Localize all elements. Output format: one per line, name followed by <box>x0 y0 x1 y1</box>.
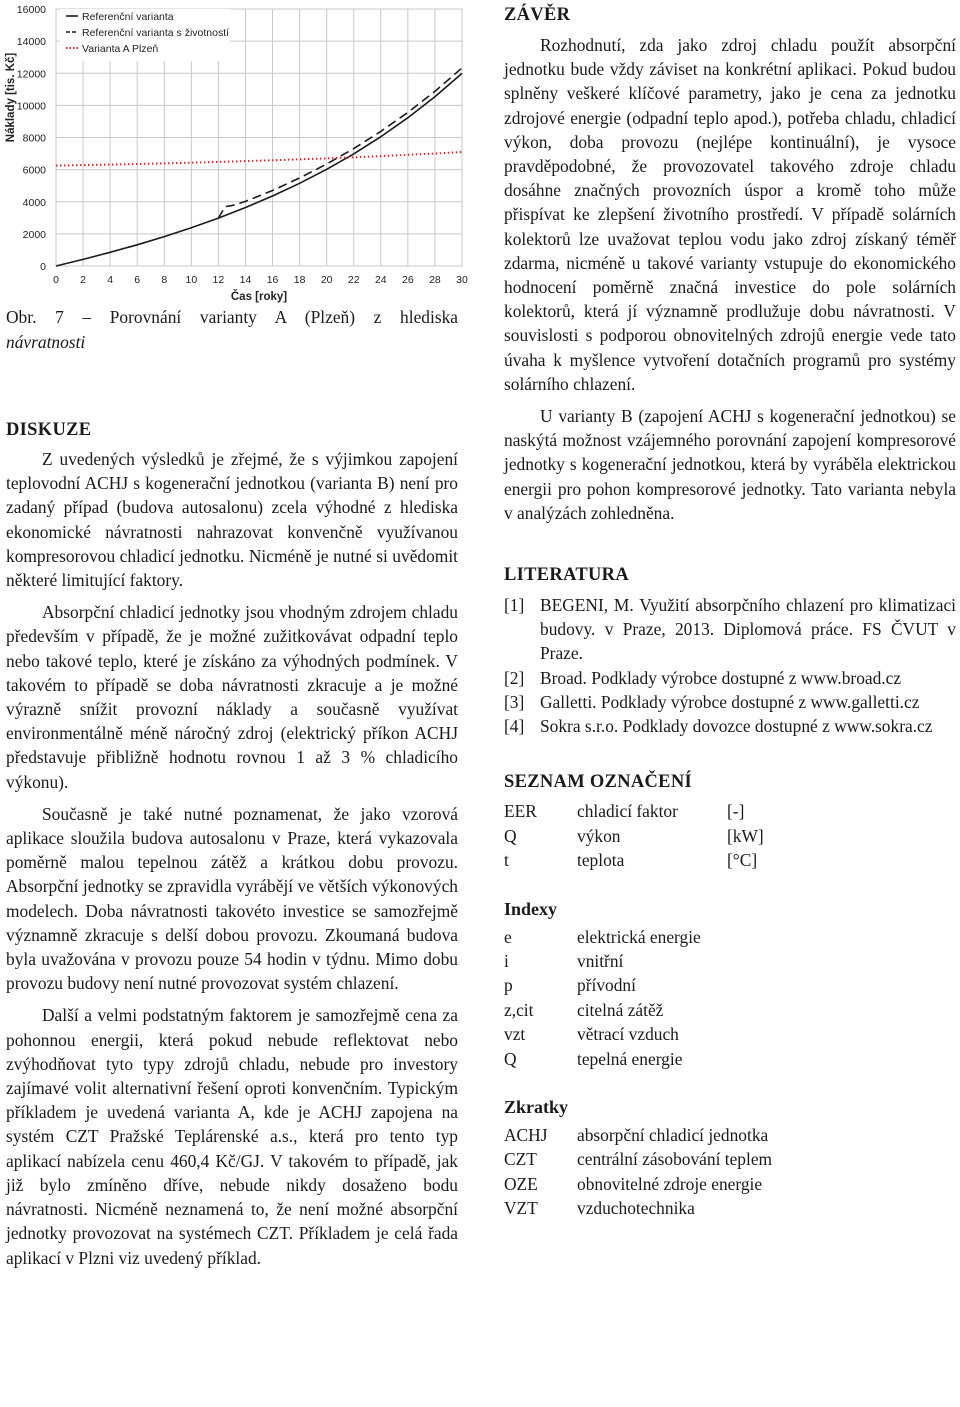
x-tick-label: 28 <box>429 274 441 286</box>
index-row <box>504 1022 701 1046</box>
diskuze-paragraph-4: Další a velmi podstatným faktorem je samozřejmě cena za pohonnou energii, která pokud nebude reflektovat nebo zvýhodňovat tyto typy zdrojů chladu, nebude pro investory zajímavé volit alternativní řešení oproti konvenčním. Typickým příkladem je uvedená varianta A, kde je ACHJ zapojena na systém CZT Pražské Teplárenské a.s., která pro tento typ aplikací nabízela cenu 460,4 Kč/GJ. V takovém to případě, jak již bylo zmíněno dříve, nebude nikdy dosaženo bodu návratnosti. Nicméně neznamená to, že není možné absorpční jednotky provozovat na systémech CZT. Příkladem je celá řada aplikací v Plzni viz uvedený příklad. <box>6 1005 458 1268</box>
x-tick-label: 18 <box>293 274 306 286</box>
index-description: větrací vzduch <box>577 1024 679 1045</box>
symbol-description: výkon <box>577 825 621 846</box>
symbol: EER <box>504 801 537 822</box>
reference-text: Galletti. Podklady výrobce dostupné z www.galletti.cz <box>540 691 920 712</box>
symbol-description: teplota <box>577 850 625 871</box>
x-tick-label: 20 <box>320 274 333 286</box>
x-tick-label: 24 <box>374 274 387 286</box>
y-tick-label: 0 <box>40 261 46 273</box>
reference-number: [2] <box>504 667 525 688</box>
x-tick-label: 12 <box>212 274 225 286</box>
reference-list <box>504 593 956 738</box>
symbol-table <box>504 799 764 872</box>
abbreviation-row <box>504 1196 772 1220</box>
x-tick-label: 30 <box>456 274 468 286</box>
y-tick-label: 12000 <box>16 68 46 81</box>
symbol-row <box>504 848 764 872</box>
symbol-row <box>504 824 764 848</box>
symbol-unit: [-] <box>727 801 745 822</box>
x-tick-label: 0 <box>53 274 59 286</box>
x-tick-label: 8 <box>161 274 168 286</box>
diskuze-paragraph-2: Absorpční chladicí jednotky jsou vhodným zdrojem chladu především v případě, že je možné zužitkovávat odpadní teplo nebo takové teplo, které je získáno za výhodných podmínek. V takovém to případě se doba návratnosti zkracuje a je možné výrazně snížit provozní náklady a současně využívat environmentálně méně náročný zdroj (elektrický příkon ACHJ představuje přibližně hodnotu rovnou 1 až 3 % chladicího výkonu). <box>6 602 458 792</box>
symbol-unit: [kW] <box>727 825 764 846</box>
symbol-description: chladicí faktor <box>577 801 678 822</box>
reference-number: [3] <box>504 691 525 712</box>
reference-item <box>504 714 956 738</box>
y-tick-label: 8000 <box>22 132 46 145</box>
abbreviation-table <box>504 1123 772 1221</box>
y-tick-label: 6000 <box>22 164 46 177</box>
abbreviation: ACHJ <box>504 1124 548 1145</box>
index-row <box>504 973 701 997</box>
abbreviation-description: absorpční chladicí jednotka <box>577 1124 769 1145</box>
reference-text: Sokra s.r.o. Podklady dovozce dostupné z www.sokra.cz <box>540 716 933 737</box>
legend-label: Varianta A Plzeň <box>82 43 159 55</box>
y-tick-label: 14000 <box>16 36 46 49</box>
symbol: t <box>504 850 509 871</box>
index-table <box>504 925 701 1071</box>
abbreviation: OZE <box>504 1173 538 1194</box>
y-tick-label: 2000 <box>22 228 46 241</box>
x-tick-label: 2 <box>80 274 86 286</box>
diskuze-paragraph-1: Z uvedených výsledků je zřejmé, že s výjimkou zapojení teplovodní ACHJ s kogenerační jednotkou (varianta B) není pro zadaný případ (budova autosalonu) zcela výhodné z hlediska ekonomické návratnosti nahrazovat konvenčně využívanou kompresorovou chladicí jednotku. Nicméně je nutné si uvědomit některé limitující faktory. <box>6 449 458 591</box>
index-row <box>504 998 701 1022</box>
abbreviation-description: vzduchotechnika <box>577 1198 695 1219</box>
right-column <box>504 0 956 1221</box>
x-tick-label: 6 <box>134 274 141 286</box>
x-axis-label: Čas [roky] <box>230 291 288 303</box>
index-row <box>504 1047 701 1071</box>
indexy-heading: Indexy <box>504 898 558 919</box>
reference-number: [4] <box>504 716 525 737</box>
y-tick-label: 10000 <box>16 100 46 113</box>
x-tick-label: 10 <box>185 274 198 286</box>
abbreviation: CZT <box>504 1149 537 1170</box>
x-tick-label: 26 <box>402 274 414 286</box>
index-row <box>504 925 701 949</box>
abbreviation-row <box>504 1147 772 1171</box>
index-symbol: e <box>504 926 512 947</box>
zkratky-heading: Zkratky <box>504 1096 569 1117</box>
zaver-paragraph-2: U varianty B (zapojení ACHJ s kogenerační jednotkou) se naskýtá možnost vzájemného porovnání zapojení kompresorové jednotky s kogenerační jednotkou, která by vyráběla elektrickou energii pro pohon kompresorové jednotky. Tato varianta nebyla v analýzách zohledněna. <box>504 406 956 523</box>
x-tick-label: 4 <box>107 274 114 286</box>
zaver-heading: ZÁVĚR <box>504 5 571 25</box>
legend-label: Referenční varianta <box>82 11 174 23</box>
abbreviation: VZT <box>504 1198 538 1219</box>
x-tick-label: 22 <box>347 274 360 286</box>
abbreviation-description: obnovitelné zdroje energie <box>577 1173 763 1194</box>
reference-item <box>504 690 956 714</box>
literatura-heading: LITERATURA <box>504 565 629 586</box>
y-axis-label: Náklady [tis. Kč] <box>5 52 17 143</box>
diskuze-heading: DISKUZE <box>6 420 92 440</box>
payback-chart <box>0 0 470 305</box>
index-description: citelná zátěž <box>577 999 664 1020</box>
reference-text: Broad. Podklady výrobce dostupné z www.broad.cz <box>540 667 902 688</box>
caption-line-2: návratnosti <box>6 331 86 352</box>
abbreviation-row <box>504 1172 772 1196</box>
symbol-row <box>504 799 764 823</box>
diskuze-paragraph-3: Současně je také nutné poznamenat, že jako vzorová aplikace sloužila budova autosalonu v Praze, která vykazovala poměrně malou tepelnou zátěž a krátkou dobu provozu. Absorpční jednotky se zpravidla vyrábějí ve větších výkonových modelech. Doba návratnosti takovéto investice se samozřejmě významně zkracuje s delší dobou provozu. Zkoumaná budova byla uvažována v provozu pouze 54 hodin v týdnu. Mimo dobu provozu budovy není nutné provozovat systém chlazení. <box>6 803 458 994</box>
abbreviation-description: centrální zásobování teplem <box>577 1149 773 1170</box>
symbol-unit: [°C] <box>727 850 758 871</box>
index-symbol: p <box>504 975 513 996</box>
x-tick-label: 16 <box>266 274 279 286</box>
index-symbol: vzt <box>504 1024 526 1045</box>
y-tick-label: 16000 <box>16 4 46 16</box>
seznam-heading: SEZNAM OZNAČENÍ <box>504 772 692 793</box>
reference-number: [1] <box>504 595 525 616</box>
index-symbol: Q <box>504 1048 517 1069</box>
index-description: vnitřní <box>577 950 624 971</box>
legend-label: Referenční varianta s životností <box>82 27 230 39</box>
index-description: tepelná energie <box>577 1048 683 1069</box>
index-description: přívodní <box>577 975 636 996</box>
index-row <box>504 949 701 973</box>
y-tick-label: 4000 <box>22 196 46 209</box>
reference-item <box>504 593 956 666</box>
reference-item <box>504 666 956 690</box>
reference-text: BEGENI, M. Využití absorpčního chlazení pro klimatizaci budovy. v Praze, 2013. Diplomová práce. FS ČVUT v Praze. <box>540 595 956 664</box>
left-column <box>5 0 468 1270</box>
figure-caption <box>6 305 458 354</box>
x-tick-label: 14 <box>239 274 252 286</box>
index-symbol: z,cit <box>504 999 534 1020</box>
caption-line-1: Obr. 7 – Porovnání varianty A (Plzeň) z hlediska <box>6 307 458 327</box>
index-symbol: i <box>504 950 509 971</box>
index-description: elektrická energie <box>577 926 701 947</box>
abbreviation-row <box>504 1123 772 1147</box>
symbol: Q <box>504 825 517 846</box>
zaver-paragraph-1: Rozhodnutí, zda jako zdroj chladu použít absorpční jednotku bude vždy záviset na konkrétní aplikaci. Pokud budou splněny veškeré klíčové parametry, jako je cena za jednotku zdrojové energie (odpadní teplo apod.), potřeba chladu, chladicí výkon, doba provozu (nejlépe kontinuální), je vysoce pravděpodobné, že provozovatel takového zdroje chladu dosáhne značných provozních úspor a kromě toho může přispívat ke zlepšení životního prostředí. V případě solárních kolektorů lze uvažovat teplou vodu jako zdroj získaný téměř zdarma, nicméně u takové varianty vstupuje do ekonomického hodnocení poměrně značná investice do pole solárních kolektorů, která jí významně prodlužuje dobu návratnosti. V souvislosti s podporou obnovitelných zdrojů energie vede tato úvaha k myšlence vytvoření dotačních programů pro systémy solárního chlazení. <box>504 35 956 394</box>
chart-svg <box>0 0 470 305</box>
